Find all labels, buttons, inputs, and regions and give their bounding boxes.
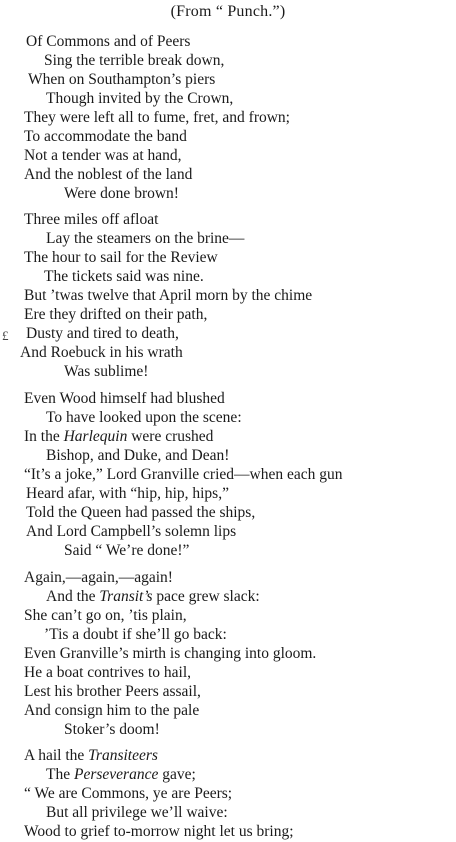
poem-line: In the Harlequin were crushed [24, 428, 214, 445]
poem-line-text: To have looked upon the scene: [46, 409, 242, 426]
poem-line: But all privilege we’ll waive: [46, 804, 228, 821]
poem-line: And consign him to the pale [24, 702, 200, 719]
poem-line: The hour to sail for the Review [24, 249, 218, 266]
poem-line: And the noblest of the land [24, 166, 193, 183]
poem-line: Bishop, and Duke, and Dean! [46, 447, 230, 464]
source-attribution: (From “ Punch.”) [170, 3, 286, 20]
poem-line: Of Commons and of Peers [26, 33, 191, 50]
poem-line: Lest his brother Peers assail, [24, 683, 201, 700]
poem-line: The tickets said was nine. [44, 268, 204, 285]
ship-name-harlequin: Harlequin [63, 428, 128, 445]
poem-line: Stoker’s doom! [64, 721, 160, 738]
poem-line: And Roebuck in his wrath [20, 344, 183, 361]
poem-line: Even Wood himself had blushed [24, 390, 225, 407]
poem-line: Sing the terrible break down, [44, 52, 225, 69]
poem-line: To accommodate the band [24, 128, 187, 145]
ship-name-perseverance: Perseverance [73, 766, 159, 783]
margin-mark: £ [2, 328, 9, 343]
poem-line: Were done brown! [64, 185, 179, 202]
poem-line: Was sublime! [64, 363, 149, 380]
poem-line: Told the Queen had passed the ships, [26, 504, 256, 521]
poem-line: Again,—again,—again! [24, 569, 173, 586]
ship-name-transit: Transit’s [99, 588, 153, 605]
poem-line: Lay the steamers on the brine— [46, 230, 245, 247]
poem-line: Not a tender was at hand, [24, 147, 182, 164]
poem-line: A hail the Transiteers [24, 747, 158, 764]
poem-line: “It’s a joke,” Lord Granville cried—when each gun [24, 466, 343, 483]
poem-line: Ere they drifted on their path, [24, 306, 208, 323]
poem-line: And the Transit’s pace grew slack: [46, 588, 260, 605]
poem-line: They were left all to fume, fret, and frown; [24, 109, 290, 126]
poem-line: He a boat contrives to hail, [24, 664, 192, 681]
poem-line: Though invited by the Crown, [46, 90, 234, 107]
poem-line: Even Granville’s mirth is changing into gloom. [24, 645, 317, 662]
poem-line: The Perseverance gave; [46, 766, 196, 783]
poem-line: She can’t go on, ’tis plain, [24, 607, 187, 624]
poem-line: When on Southampton’s piers [28, 71, 216, 88]
poem-line: Heard afar, with “hip, hip, hips,” [26, 485, 229, 502]
poem-line: But ’twas twelve that April morn by the chime [24, 287, 313, 304]
poem-line: Said “ We’re done!” [64, 542, 190, 559]
poem-line: “ We are Commons, ye are Peers; [24, 785, 233, 802]
poem-line: Wood to grief to-morrow night let us bring; [24, 823, 294, 840]
name-transiteers: Transiteers [88, 747, 158, 764]
poem-line: And Lord Campbell’s solemn lips [26, 523, 237, 540]
poem-line: Dusty and tired to death, [26, 325, 179, 342]
poem-line: Three miles off afloat [24, 211, 159, 228]
poem-line: ’Tis a doubt if she’ll go back: [44, 626, 227, 643]
poem-line [46, 408, 242, 427]
